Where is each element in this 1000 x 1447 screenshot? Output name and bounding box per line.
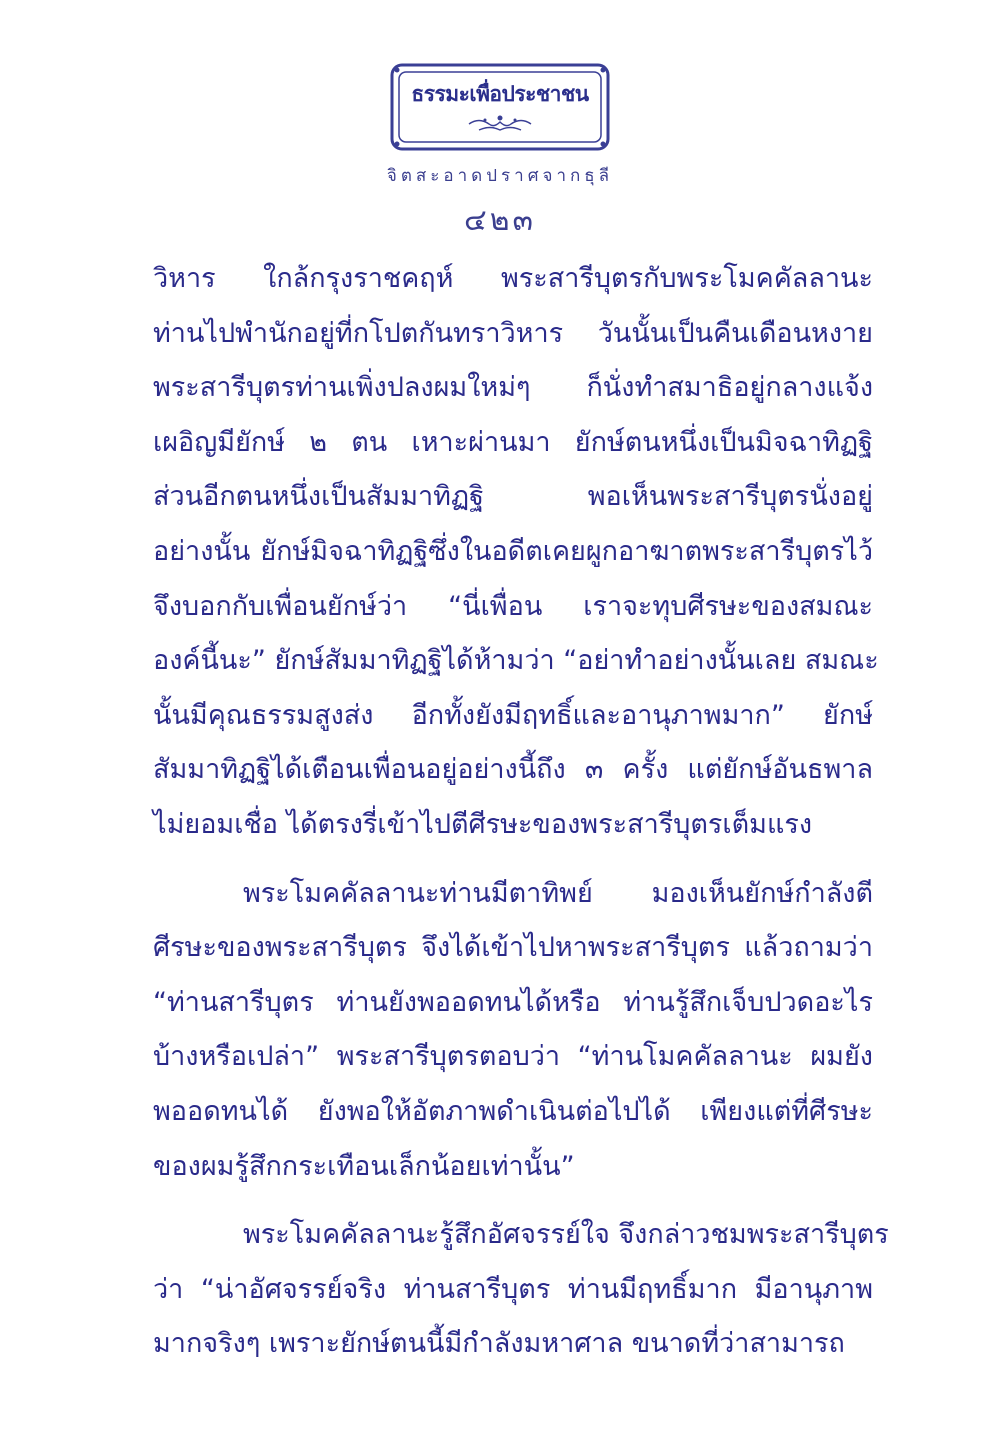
text-line: ศีรษะของพระสารีบุตร จึงได้เข้าไปหาพระสารีบุตร แล้วถามว่า — [153, 932, 873, 964]
text-line: บ้างหรือเปล่า” พระสารีบุตรตอบว่า “ท่านโมคคัลลานะ ผมยัง — [153, 1041, 873, 1073]
text-line: สัมมาทิฏฐิได้เตือนเพื่อนอยู่อย่างนี้ถึง ๓ ครั้ง แต่ยักษ์อันธพาล — [153, 754, 873, 786]
page-subtitle: จิตสะอาดปราศจากธุลี — [386, 166, 614, 186]
body-text — [153, 252, 889, 1372]
text-line: เผอิญมียักษ์ ๒ ตน เหาะผ่านมา ยักษ์ตนหนึ่งเป็นมิจฉาทิฏฐิ — [153, 426, 873, 458]
text-line: พระสารีบุตรท่านเพิ่งปลงผมใหม่ๆ ก็นั่งทำสมาธิอยู่กลางแจ้ง — [153, 372, 873, 404]
page-number: ๔๒๓ — [464, 203, 536, 238]
text-line: พออดทนได้ ยังพอให้อัตภาพดำเนินต่อไปได้ เพียงแต่ที่ศีรษะ — [153, 1095, 873, 1127]
text-line: นั้นมีคุณธรรมสูงส่ง อีกทั้งยังมีฤทธิ์และอานุภาพมาก” ยักษ์ — [153, 699, 873, 731]
text-line: พระโมคคัลลานะรู้สึกอัศจรรย์ใจ จึงกล่าวชมพระสารีบุตร — [243, 1219, 889, 1251]
text-line: มากจริงๆ เพราะยักษ์ตนนี้มีกำลังมหาศาล ขนาดที่ว่าสามารถ — [153, 1328, 845, 1360]
text-line: ส่วนอีกตนหนึ่งเป็นสัมมาทิฏฐิ พอเห็นพระสารีบุตรนั่งอยู่ — [153, 481, 873, 513]
text-line: อย่างนั้น ยักษ์มิจฉาทิฏฐิซึ่งในอดีตเคยผูกอาฆาตพระสารีบุตรไว้ — [153, 535, 873, 567]
paragraph-gap — [153, 1194, 873, 1208]
paragraph-gap — [153, 853, 873, 867]
dhamma-logo — [389, 62, 611, 152]
logo-text: ธรรมะเพื่อประชาชน — [411, 82, 589, 106]
text-line: องค์นี้นะ” ยักษ์สัมมาทิฏฐิได้ห้ามว่า “อย่าทำอย่างนั้นเลย สมณะ — [153, 645, 879, 677]
paragraph — [153, 867, 873, 1195]
text-line: ไม่ยอมเชื่อ ได้ตรงรี่เข้าไปตีศีรษะของพระสารีบุตรเต็มแรง — [153, 808, 813, 840]
paragraph — [153, 252, 879, 853]
paragraph — [153, 1208, 889, 1372]
text-line: วิหาร ใกล้กรุงราชคฤห์ พระสารีบุตรกับพระโมคคัลลานะ — [153, 263, 873, 294]
text-line: พระโมคคัลลานะท่านมีตาทิพย์ มองเห็นยักษ์กำลังตี — [243, 877, 873, 909]
text-line: ว่า “น่าอัศจรรย์จริง ท่านสารีบุตร ท่านมีฤทธิ์มาก มีอานุภาพ — [153, 1273, 873, 1305]
text-line: “ท่านสารีบุตร ท่านยังพออดทนได้หรือ ท่านรู้สึกเจ็บปวดอะไร — [153, 986, 873, 1018]
text-line: ท่านไปพำนักอยู่ที่กโปตกันทราวิหาร วันนั้นเป็นคืนเดือนหงาย — [153, 317, 873, 349]
page-header — [0, 62, 1000, 244]
text-line: จึงบอกกับเพื่อนยักษ์ว่า “นี่เพื่อน เราจะทุบศีรษะของสมณะ — [153, 590, 873, 622]
text-line: ของผมรู้สึกกระเทือนเล็กน้อยเท่านั้น” — [153, 1150, 575, 1182]
